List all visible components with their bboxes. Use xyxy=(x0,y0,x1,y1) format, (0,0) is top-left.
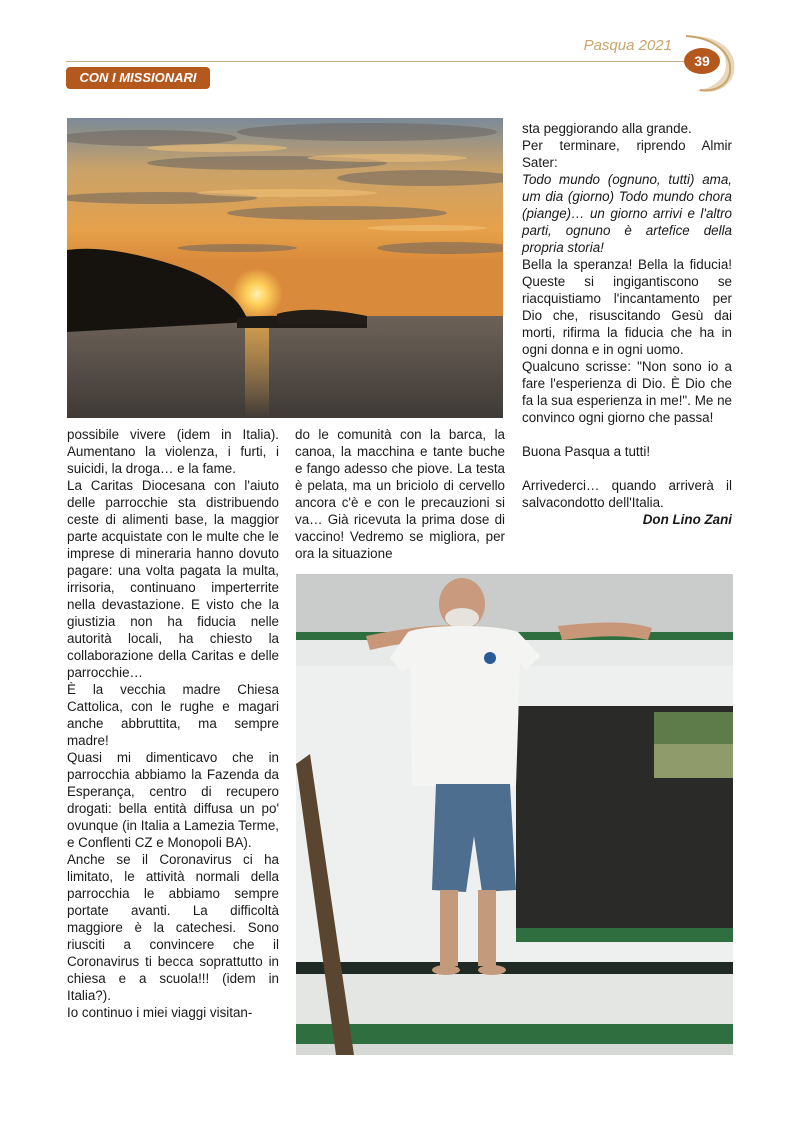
easter-greeting: Buona Pasqua a tutti! xyxy=(522,444,651,459)
paragraph-experience: Qualcuno scrisse: "Non sono io a fare l'esperienza di Dio. È Dio che fa la sua esperienza in me!". Me ne convinco ogni giorno che passa! xyxy=(522,359,732,425)
article-column-3 xyxy=(522,120,732,528)
author-signature: Don Lino Zani xyxy=(642,512,732,527)
quote-almir-sater: Todo mundo (ognuno, tutti) ama, um dia (giorno) Todo mundo chora (piange)… un giorno arrivi e l'altro parti, ognuno è artefice della propria storia! xyxy=(522,172,732,255)
paragraph-fazenda: Quasi mi dimenticavo che in parrocchia abbiamo la Fazenda da Esperança, centro di recupero drogati: bella entità diffusa un po' ovunque (in Italia a Lamezia Terme, e Conflenti CZ e Monopoli BA). xyxy=(67,750,279,850)
paragraph-church: È la vecchia madre Chiesa Cattolica, con le rughe e magari anche abbruttita, ma sempre madre! xyxy=(67,682,279,748)
missionary-photo xyxy=(296,574,733,1055)
article-column-2 xyxy=(295,426,505,562)
paragraph-violence: possibile vivere (idem in Italia). Aumentano la violenza, i furti, i suicidi, la droga… e la fame. xyxy=(67,427,279,476)
paragraph-caritas: La Caritas Diocesana con l'aiuto delle parrocchie sta distribuendo ceste di alimenti base, la maggior parte acquistate con le multe che le imprese di mineraria hanno dovuto pagare: una volta pagata la multa, irrisoria, continuano imperterrite nella devastazione. E visto che la giustizia non ha fiducia nelle autorità locali, ha chiesto la collaborazione della Caritas e delle parrocchie… xyxy=(67,478,279,680)
paragraph-travel: do le comunità con la barca, la canoa, la macchina e tante buche e fango adesso che piove. La testa è pelata, ma un briciolo di cervello ancora c'è e con le precauzioni si va… Già ricevuta la prima dose di vaccino! Vedremo se migliora, per ora la situazione xyxy=(295,427,505,561)
article-column-1 xyxy=(67,426,279,1021)
issue-title: Pasqua 2021 xyxy=(583,37,672,54)
paragraph-hope: Bella la speranza! Bella la fiducia! Queste si ingigantiscono se riacquistiamo l'incantamento per Dio che, risuscitando Gesù dai morti, rifirma la fiducia che ha in ogni donna e in ogni uomo. xyxy=(522,257,732,357)
farewell: Arrivederci… quando arriverà il salvacondotto dell'Italia. xyxy=(522,478,732,510)
paragraph-journeys: Io continuo i miei viaggi visitan- xyxy=(67,1005,253,1020)
sunset-photo xyxy=(67,118,503,418)
paragraph-almir-sater: Per terminare, riprendo Almir Sater: xyxy=(522,138,732,170)
paragraph-coronavirus: Anche se il Coronavirus ci ha limitato, le attività normali della parrocchia le abbiamo sempre portate avanti. La difficoltà maggiore è la catechesi. Sono riusciti a convincere che il Coronavirus ti becca soprattutto in chiesa e a scuola!!! (idem in Italia?). xyxy=(67,852,279,1003)
page-number: 39 xyxy=(684,48,720,74)
header-rule xyxy=(66,61,688,62)
section-tag: CON I MISSIONARI xyxy=(66,67,210,89)
paragraph-situation: sta peggiorando alla grande. xyxy=(522,121,692,136)
